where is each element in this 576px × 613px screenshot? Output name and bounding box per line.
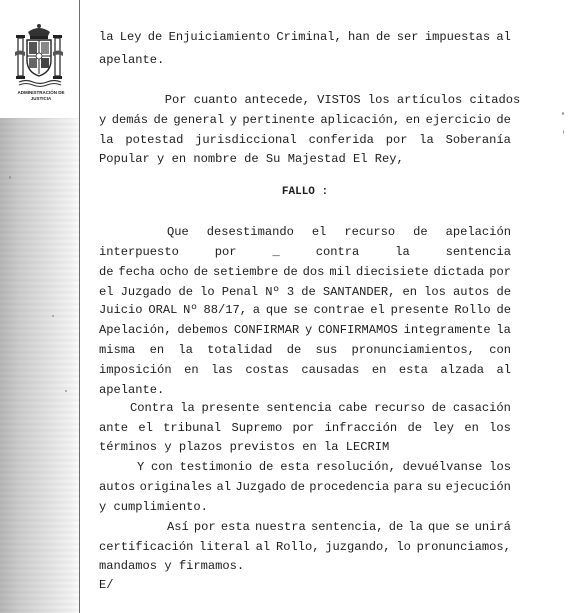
- margin-scan-shadow: [0, 118, 80, 613]
- ruling-heading: FALLO :: [281, 186, 329, 198]
- document-line: términos y plazos previstos en la LECRIM: [99, 440, 390, 454]
- document-line: apelante.: [99, 53, 165, 67]
- coat-of-arms-icon: [13, 22, 65, 88]
- document-line: la potestad jurisdiccional conferida por la Soberanía: [99, 133, 511, 147]
- scan-speck: [563, 130, 564, 134]
- document-line: mandamos y firmamos.: [99, 559, 245, 573]
- document-line: Que desestimando el recurso de apelación: [167, 225, 511, 239]
- document-line: Contra la presente sentencia cabe recurso de casación: [130, 401, 511, 415]
- document-line: Apelación, debemos CONFIRMAR y CONFIRMAMOS integramente la: [99, 323, 511, 337]
- document-line: de fecha ocho de setiembre de dos mil diecisiete dictada por: [99, 265, 511, 279]
- document-line: y cumplimiento.: [99, 500, 208, 514]
- document-line: Y con testimonio de esta resolución, devuélvanse los: [137, 460, 511, 474]
- document-line: certificación literal al Rollo, juzgando, lo pronunciamos,: [99, 540, 511, 554]
- scan-speck: [9, 176, 11, 179]
- document-line: la Ley de Enjuiciamiento Criminal, han de ser impuestas al: [99, 30, 511, 44]
- document-line: Juicio ORAL Nº 88/17, a que se contrae el presente Rollo de: [99, 303, 511, 317]
- scan-speck: [65, 390, 67, 392]
- document-line: apelante.: [99, 383, 165, 397]
- document-line: misma en la totalidad de sus pronunciamientos, con: [99, 343, 511, 357]
- document-line: Popular y en nombre de Su Majestad El Rey,: [99, 152, 404, 166]
- margin-rule: [79, 0, 80, 613]
- institution-label: ADMINISTRACIÓN DE JUSTICIA: [17, 90, 65, 101]
- document-line: Así por esta nuestra sentencia, de la que se unirá: [167, 520, 511, 534]
- document-line: E/: [99, 578, 114, 592]
- document-line: ante el tribunal Supremo por infracción de ley en los: [99, 421, 511, 435]
- scan-speck: [562, 112, 564, 115]
- scan-speck: [52, 315, 54, 317]
- document-line: autos originales al Juzgado de procedencia para su ejecución: [99, 480, 511, 494]
- document-line: interpuesto por _ contra la sentencia: [99, 245, 511, 259]
- document-line: el Juzgado de lo Penal Nº 3 de SANTANDER, en los autos de: [99, 285, 511, 299]
- document-line: y demás de general y pertinente aplicación, en ejercicio de: [99, 113, 511, 127]
- document-line: imposición en las costas causadas en esta alzada al: [99, 363, 511, 377]
- document-line: Por cuanto antecede, VISTOS los artículos citados: [164, 93, 521, 107]
